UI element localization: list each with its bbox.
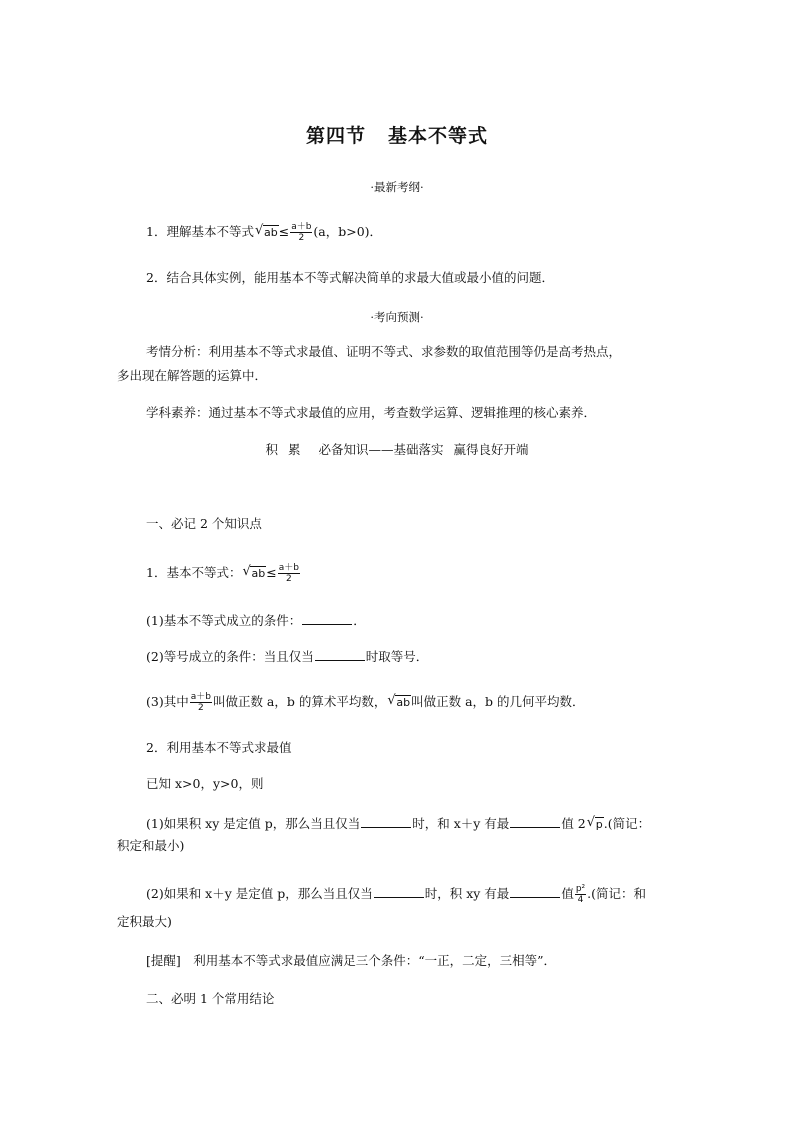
title-part1: 第四节 [305, 125, 366, 147]
case-1-line-2: 积定和最小) [117, 838, 185, 853]
title-part2: 基本不等式 [388, 125, 489, 147]
blank [510, 813, 560, 828]
case-2-line-1: (2)如果和 x＋y 是定值 p，那么当且仅当 时，积 xy 有最 值 $\frac{\text{p²}}{4}$ .(简记：和 [146, 884, 647, 905]
section2-heading: 二、必明 1 个常用结论 [146, 991, 275, 1006]
case-2-line-2: 定积最大) [117, 914, 172, 929]
blank [361, 813, 411, 828]
sqrt-p: √ p [586, 815, 603, 831]
blank [374, 883, 424, 898]
fraction-a-plus-b-over-2: $\frac{a+b}{2}$ [190, 692, 211, 713]
page-title [0, 124, 794, 148]
syllabus-header: ·最新考纲· [370, 180, 424, 194]
blank [302, 610, 352, 625]
case-1-line-1: (1)如果积 xy 是定值 p，那么当且仅当 时，和 x＋y 有最 值 2 √ p.(简记： [146, 813, 650, 834]
condition-2: (2)等号成立的条件：当且仅当 时取等号． [146, 646, 428, 666]
given-line: 已知 x>0，y>0，则 [146, 776, 264, 791]
blank [315, 646, 365, 661]
point2-label: 2．利用基本不等式求最值 [146, 740, 292, 755]
condition-1: (1)基本不等式成立的条件： ． [146, 610, 366, 630]
tip-line: [提醒] 利用基本不等式求最值应满足三个条件：“一正，二定，三相等”． [146, 953, 557, 968]
syllabus-item-2: 2．结合具体实例，能用基本不等式解决简单的求最大值或最小值的问题． [146, 270, 554, 285]
section-banner: 积 累 必备知识——基础落实 赢得良好开端 [265, 442, 529, 457]
fraction-a-plus-b-over-2: $\frac{a+b}{2}$ [291, 222, 312, 243]
condition-3: (3)其中 $\frac{a+b}{2}$ 叫做正数 a，b 的算术平均数， √ ab叫做正数 a，b 的几何平均数． [146, 692, 585, 713]
sqrt-ab: √ ab [242, 564, 266, 580]
fraction-p-squared-over-4: $\frac{\text{p²}}{4}$ [575, 884, 586, 905]
blank [510, 883, 560, 898]
syllabus-item-1: 1．理解基本不等式 √ ab≤ $\frac{a+b}{2}$ (a，b>0)． [146, 222, 383, 243]
sqrt-ab: √ ab [254, 223, 278, 239]
literacy-line: 学科素养：通过基本不等式求最值的应用，考查数学运算、逻辑推理的核心素养． [146, 405, 597, 420]
section1-heading: 一、必记 2 个知识点 [146, 516, 262, 531]
analysis-line-2: 多出现在解答题的运算中． [117, 368, 268, 383]
analysis-line-1: 考情分析：利用基本不等式求最值、证明不等式、求参数的取值范围等仍是高考热点， [146, 344, 622, 359]
sqrt-ab: √ ab [387, 693, 411, 709]
fraction-a-plus-b-over-2: $\frac{a+b}{2}$ [278, 563, 299, 584]
forecast-header: ·考向预测· [370, 310, 424, 324]
point1-label: 1．基本不等式： √ ab≤ $\frac{a+b}{2}$ [146, 563, 299, 584]
